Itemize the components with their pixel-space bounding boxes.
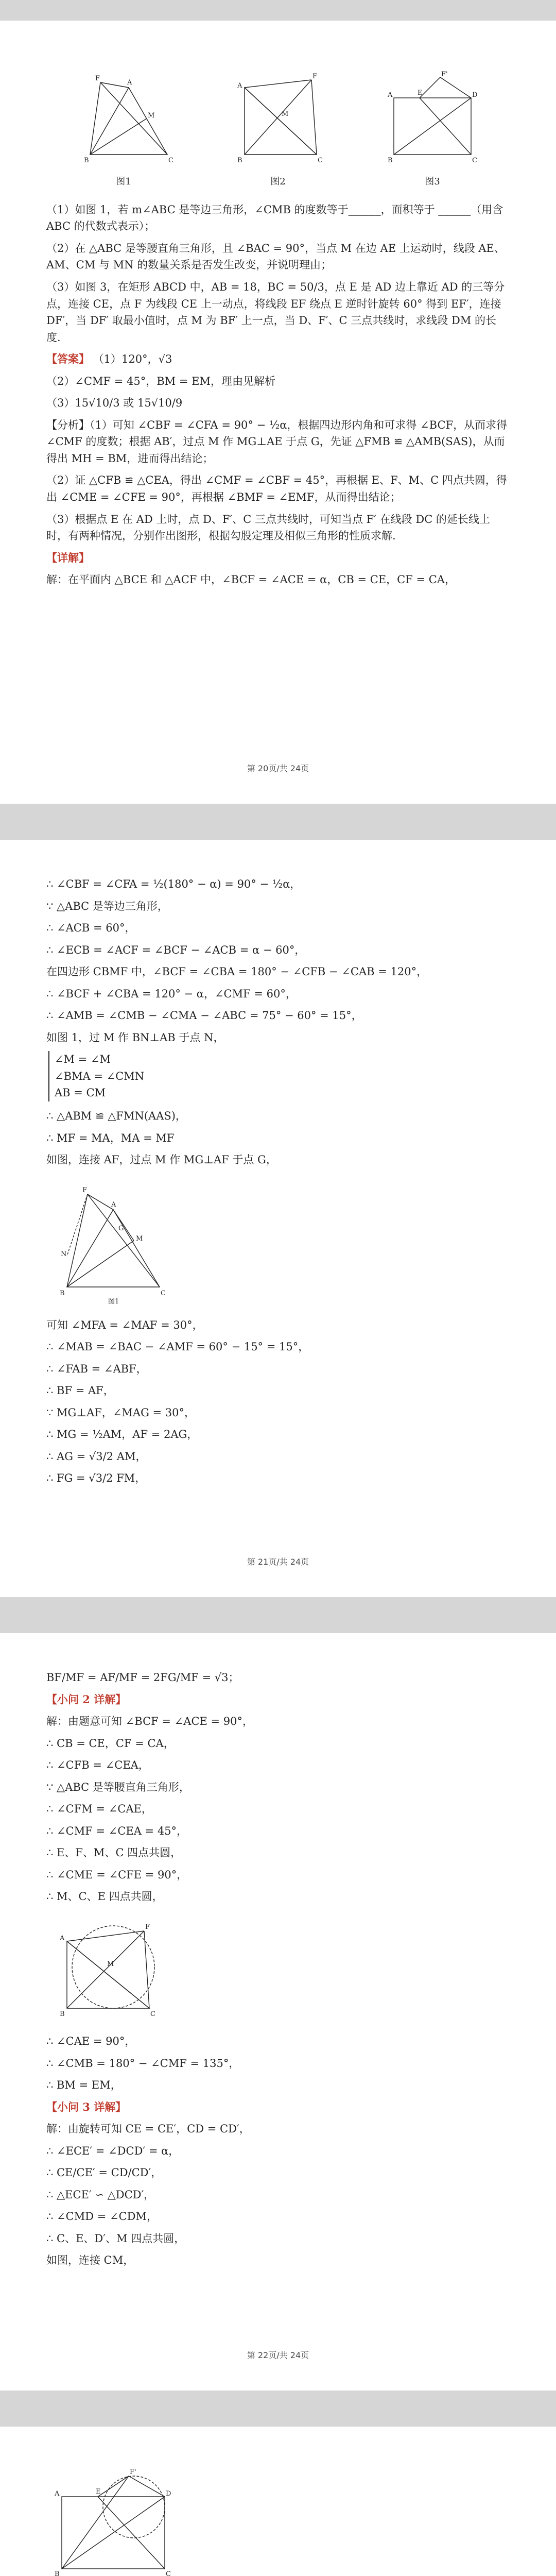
solution-line: ∴ ∠ECE′ = ∠DCD′ = α， <box>46 2144 180 2157</box>
svg-text:D: D <box>472 91 478 99</box>
answer-1: （1）120°，√3 <box>93 353 172 366</box>
svg-text:C: C <box>161 1289 166 1297</box>
solution-line: 解：由旋转可知 CE = CE′，CD = CD′， <box>46 2123 250 2136</box>
analysis-1: 【分析】（1）可知 ∠CBF = ∠CFA = 90° − ½α，根据四边形内角和可求得 ∠BCF，从而求得 ∠CMF 的度数；根据 AB′，过点 M 作 MG⊥AE 于点 G，先证 △FMB ≌ △AMB(SAS)，从而得出 MH = BM，进而得出结论； <box>46 418 508 465</box>
solution-line: ∴ ∠CFB = ∠CEA， <box>46 1759 149 1772</box>
solution-line: ∴ ∠CMB = 180° − ∠CMF = 135°， <box>46 2057 240 2070</box>
solution-line: ∵ △ABC 是等边三角形， <box>46 900 168 912</box>
detail-label: 【详解】 <box>46 551 90 564</box>
solution-line: ∵ MG⊥AF，∠MAG = 30°， <box>46 1406 196 1419</box>
solution-line: ∴ BF = AF， <box>46 1384 114 1397</box>
solution-line: 如图，连接 CM， <box>46 2254 134 2267</box>
solution-line: ∴ ∠CME = ∠CFE = 90°， <box>46 1868 188 1881</box>
congruence-brace <box>48 1051 510 1101</box>
svg-text:M: M <box>107 1960 114 1969</box>
solution-line: ∴ ∠CMD = ∠CDM， <box>46 2210 158 2223</box>
solution-line: ∴ FG = √3/2 FM， <box>46 1472 146 1485</box>
solution-line: ∴ ∠CBF = ∠CFA = ½(180° − α) = 90° − ½α， <box>46 878 301 890</box>
svg-text:F: F <box>95 75 100 82</box>
geometry-figure-icon <box>378 67 486 170</box>
figure-label: 图1 <box>116 176 131 187</box>
brace-item: ∠M = ∠M <box>55 1053 111 1066</box>
solution-line: ∴ MF = MA，MA = MF <box>46 1131 175 1144</box>
answer-2: （2）∠CMF = 45°，BM = EM，理由见解析 <box>46 375 275 387</box>
question-part-3: （3）如图 3，在矩形 ABCD 中，AB = 18，BC = 50/3，点 E 是 AD 边上靠近 AD 的三等分点，连接 CE，点 F 为线段 CE 上一动点，将线段 EF 绕点 E 逆时针旋转 60° 得到 EF′，连接 DF′，当 DF′ 取最小值时，点 M 为 BF′ 上一点，当 D、F′、C 三点共线时，求线段 DM 的长度. <box>46 280 505 344</box>
solution-line: ∴ M、C、E 四点共圆， <box>46 1890 163 1903</box>
page-3 <box>0 1633 556 2391</box>
svg-text:C: C <box>472 157 477 164</box>
page-1 <box>0 21 556 804</box>
page-footer: 第 20页/共 24页 <box>247 764 309 774</box>
svg-text:F': F' <box>130 2468 136 2476</box>
svg-text:F: F <box>82 1186 88 1194</box>
svg-text:M: M <box>148 112 155 120</box>
svg-text:C: C <box>318 157 323 164</box>
svg-text:M: M <box>282 110 289 118</box>
solution-line: ∴ AG = √3/2 AM， <box>46 1450 147 1463</box>
geometry-figure-icon <box>46 2466 180 2576</box>
svg-text:G: G <box>118 1224 124 1232</box>
solution-line: ∴ ∠ACB = 60°， <box>46 922 136 935</box>
detail-text: 解：在平面内 △BCE 和 △ACF 中，∠BCF = ∠ACE = α，CB = CE，CF = CA， <box>46 573 456 586</box>
solution-line: ∴ ∠CAE = 90°， <box>46 2035 136 2048</box>
figure-label: 图1 <box>108 1297 119 1306</box>
solution-line: ∴ CE/CE′ = CD/CD′， <box>46 2166 162 2179</box>
solution-line: 如图 1，过 M 作 BN⊥AB 于点 N， <box>46 1031 224 1044</box>
page-footer: 第 22页/共 24页 <box>247 2350 309 2361</box>
solution-line: 解：由题意可知 ∠BCF = ∠ACE = 90°， <box>46 1715 254 1728</box>
solution-line: ∴ ∠BCF + ∠CBA = 120° − α，∠CMF = 60°， <box>46 987 297 1000</box>
svg-text:M: M <box>136 1234 143 1243</box>
section-label: 【小问 3 详解】 <box>46 2100 127 2113</box>
solution-line: 在四边形 CBMF 中，∠BCF = ∠CBA = 180° − ∠CFB − ∠CAB = 120°， <box>46 965 428 978</box>
figure-3 <box>378 67 486 189</box>
svg-text:A: A <box>111 1200 116 1209</box>
section-label: 【小问 2 详解】 <box>46 1692 127 1706</box>
solution-line: ∴ △ECE′ ∽ △DCD′， <box>46 2188 155 2201</box>
svg-text:C: C <box>168 157 173 164</box>
svg-text:A: A <box>388 91 393 99</box>
solution-line: BF/MF = AF/MF = 2FG/MF = √3； <box>46 1671 239 1684</box>
svg-text:A: A <box>237 82 242 90</box>
geometry-figure-icon <box>46 1910 170 2024</box>
solution-line: ∴ BM = EM， <box>46 2079 121 2092</box>
brace-item: AB = CM <box>55 1087 106 1099</box>
svg-text:E: E <box>418 89 423 97</box>
solution-line: ∴ ∠CMF = ∠CEA = 45°， <box>46 1824 188 1837</box>
solution-line: ∴ ∠CFM = ∠CAE， <box>46 1803 152 1816</box>
solution-line: ∴ MG = ½AM，AF = 2AG， <box>46 1428 198 1441</box>
geometry-figure-icon <box>70 67 178 170</box>
solution-line: ∴ ∠AMB = ∠CMB − ∠CMA − ∠ABC = 75° − 60° = 15°， <box>46 1009 362 1022</box>
brace-item: ∠BMA = ∠CMN <box>55 1070 145 1082</box>
figure-row <box>46 67 510 189</box>
svg-text:A: A <box>60 1935 65 1943</box>
svg-text:B: B <box>388 157 393 164</box>
geometry-figure-icon <box>224 67 332 170</box>
solution-line: ∴ △ABM ≌ △FMN(AAS)， <box>46 1110 186 1123</box>
solution-line: ∴ E、F、M、C 四点共圆， <box>46 1846 182 1859</box>
answer-label: 【答案】 <box>46 352 90 366</box>
solution-line: ∴ ∠MAB = ∠BAC − ∠AMF = 60° − 15° = 15°， <box>46 1341 309 1353</box>
svg-text:C: C <box>166 2570 171 2576</box>
svg-text:E: E <box>96 2488 101 2496</box>
solution-line: ∴ CB = CE，CF = CA， <box>46 1737 175 1750</box>
question-part-2: （2）在 △ABC 是等腰直角三角形，且 ∠BAC = 90°，当点 M 在边 AE 上运动时，线段 AE、AM、CM 与 MN 的数量关系是否发生改变，并说明理由； <box>46 242 505 272</box>
figure-1 <box>70 67 178 189</box>
geometry-figure-icon <box>46 1174 180 1308</box>
solution-line: ∴ ∠FAB = ∠ABF， <box>46 1362 147 1375</box>
figure-label: 图2 <box>270 176 286 187</box>
svg-text:F: F <box>312 73 318 80</box>
answer-3: （3）15√10/3 或 15√10/9 <box>46 397 183 410</box>
solution-line: ∵ △ABC 是等腰直角三角形， <box>46 1781 190 1793</box>
svg-text:C: C <box>150 2010 155 2019</box>
svg-text:B: B <box>60 2010 65 2019</box>
svg-text:A: A <box>127 79 132 87</box>
solution-line: ∴ C、E、D′、M 四点共圆， <box>46 2232 185 2245</box>
svg-text:B: B <box>60 1289 65 1297</box>
figure-2 <box>224 67 332 189</box>
svg-text:N: N <box>61 1250 67 1258</box>
svg-text:F': F' <box>441 71 448 78</box>
solution-line: 如图，连接 AF，过点 M 作 MG⊥AF 于点 G， <box>46 1154 277 1166</box>
question-part-1: （1）如图 1，若 m∠ABC 是等边三角形，∠CMB 的度数等于______，面积等于 ______（用含 ABC 的代数式表示）； <box>46 203 503 233</box>
figure-label: 图3 <box>425 176 440 187</box>
page-footer: 第 21页/共 24页 <box>247 1557 309 1567</box>
solution-line: ∴ ∠ECB = ∠ACF = ∠BCF − ∠ACB = α − 60°， <box>46 943 306 956</box>
svg-text:F: F <box>145 1923 150 1931</box>
svg-text:B: B <box>55 2570 60 2576</box>
solution-line: 可知 ∠MFA = ∠MAF = 30°， <box>46 1318 203 1331</box>
svg-text:D: D <box>166 2490 171 2498</box>
svg-text:B: B <box>237 157 242 164</box>
page-4 <box>0 2427 556 2576</box>
svg-text:B: B <box>84 157 89 164</box>
analysis-2: （2）证 △CFB ≌ △CEA，得出 ∠CMF = ∠CBF = 45°，再根据 E、F、M、C 四点共圆，得出 ∠CME = ∠CFE = 90°，再根据 ∠BMF = ∠EMF，从而得出结论； <box>46 474 507 503</box>
analysis-3: （3）根据点 E 在 AD 上时，点 D、F′、C 三点共线时，可知当点 F′ 在线段 DC 的延长线上时，有两种情况，分别作出图形，根据勾股定理及相似三角形的性质求解. <box>46 513 490 543</box>
page-2 <box>0 840 556 1597</box>
svg-text:A: A <box>55 2490 60 2498</box>
